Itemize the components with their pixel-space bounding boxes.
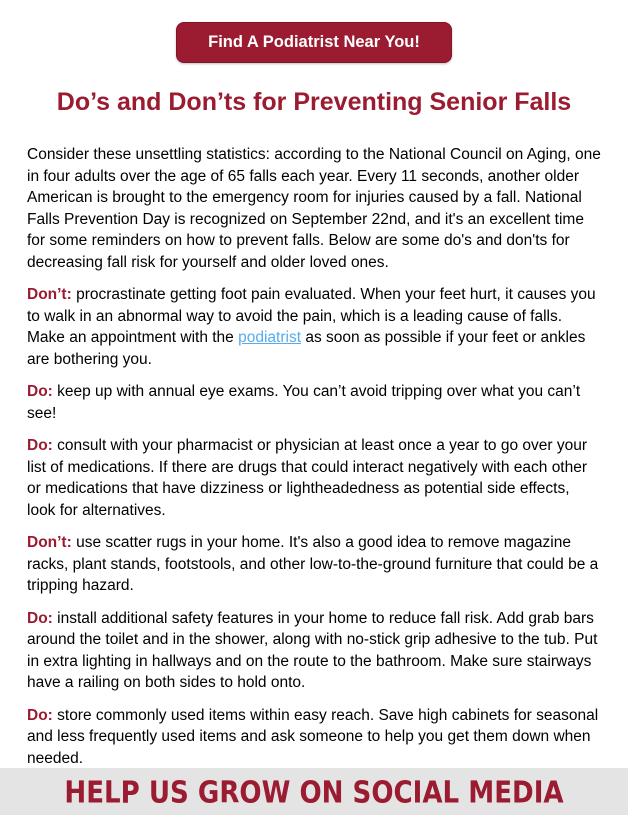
tip-label: Do: (27, 383, 53, 400)
cta-container (0, 0, 628, 63)
tip-paragraph (27, 705, 601, 770)
tip-label: Do: (27, 437, 53, 454)
tip-paragraph (27, 532, 601, 597)
page-title: Do’s and Don’ts for Preventing Senior Falls (56, 88, 572, 116)
tips-list (27, 284, 601, 769)
tip-paragraph (27, 284, 601, 370)
tip-label: Don’t: (27, 286, 72, 303)
tip-paragraph (27, 435, 601, 521)
tip-text: consult with your pharmacist or physician at least once a year to go over your list of medications. If there are drugs that could interact negatively with each other or medications that have dizziness or lightheadedness as potential side effects, look for alternatives. (27, 437, 588, 519)
social-footer (0, 768, 628, 815)
tip-label: Do: (27, 706, 53, 724)
article-body (0, 144, 628, 769)
tip-text: store commonly used items within easy reach. Save high cabinets for seasonal and less frequently used items and ask someone to help you get them down when needed. (27, 706, 599, 767)
tip-paragraph (27, 608, 601, 694)
tip-text: procrastinate getting foot pain evaluated. When your feet hurt, it causes you to walk in an abnormal way to avoid the pain, which is a leading cause of falls. Make an appointment with the (27, 286, 596, 346)
podiatrist-link[interactable]: podiatrist (238, 329, 302, 346)
tip-paragraph (27, 381, 601, 424)
tip-text: as soon as possible if your feet or ankles are bothering you. (27, 329, 586, 368)
tip-label: Don’t: (27, 534, 72, 551)
find-podiatrist-button[interactable]: Find A Podiatrist Near You! (176, 22, 452, 63)
intro-paragraph: Consider these unsettling statistics: according to the National Council on Aging, one in four adults over the age of 65 falls each year. Every 11 seconds, another older American is brought to the emergency room for injuries caused by a fall. National Falls Prevention Day is recognized on September 22nd, and it's an excellent time for some reminders on how to prevent falls. Below are some do's and don'ts for decreasing fall risk for yourself and older loved ones. (27, 146, 601, 271)
tip-text: install additional safety features in your home to reduce fall risk. Add grab bars around the toilet and in the shower, along with no-stick grip adhesive to the tub. Put in extra lighting in hallways and on the route to the bathroom. Make sure stairways have a railing on both sides to hold onto. (27, 609, 598, 691)
footer-heading: HELP US GROW ON SOCIAL MEDIA (64, 773, 564, 810)
tip-text: keep up with annual eye exams. You can’t avoid tripping over what you can’t see! (27, 383, 581, 422)
tip-label: Do: (27, 609, 53, 627)
tip-text: use scatter rugs in your home. It's also a good idea to remove magazine racks, plant stands, footstools, and other low-to-the-ground furniture that could be a tripping hazard. (27, 534, 599, 594)
